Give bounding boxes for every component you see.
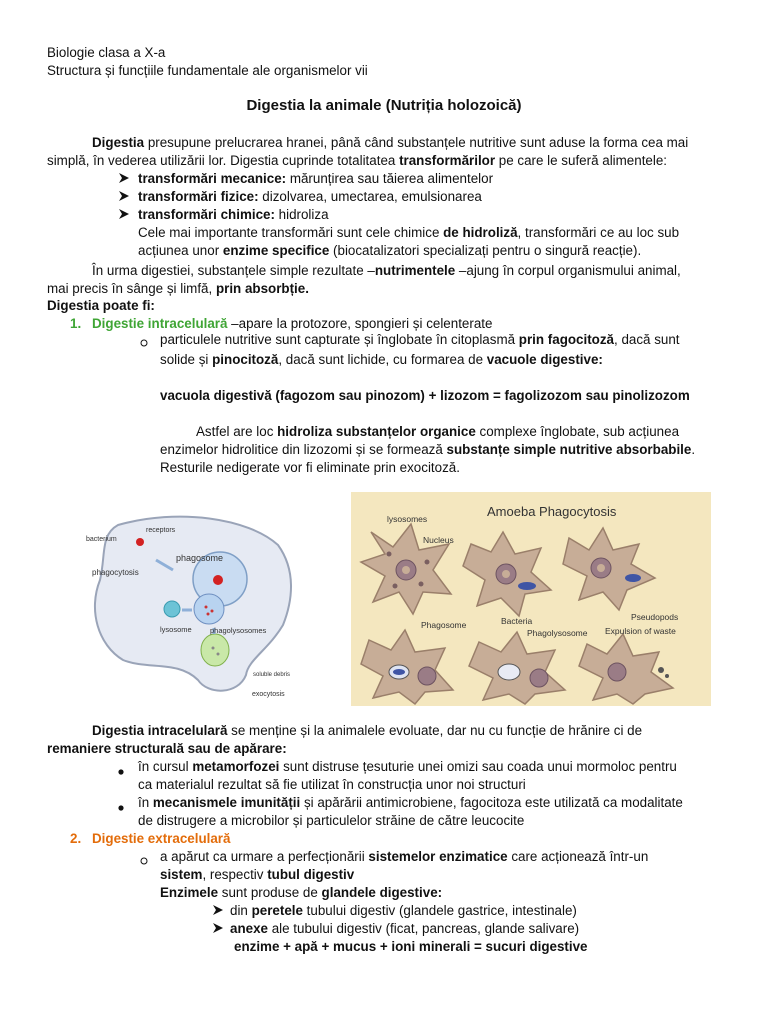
amoeba-phagocytosis-figure — [351, 492, 711, 706]
hydrolysis-line-1: Astfel are loc hidroliza substanțelor organice complexe înglobate, sub acțiunea — [196, 424, 680, 439]
chem-line-2: acțiunea unor enzime specifice (biocatalizatori specializați pentru o singură reacție). — [138, 243, 642, 258]
label-pseudopods: Pseudopods — [631, 612, 679, 622]
label-expulsion: Expulsion of waste — [605, 626, 676, 636]
arrow-bullet-icon — [118, 190, 130, 205]
arrow-bullet-icon — [212, 922, 224, 937]
header-course: Biologie clasa a X-a — [47, 45, 166, 60]
enzyme-line: Enzimele sunt produse de glandele digestive: — [160, 885, 443, 900]
nutriment-line-1: În urma digestiei, substanțele simple rezultate –nutrimentele –ajung în corpul organismului animal, — [92, 263, 681, 278]
list-item-chimice: transformări chimice: hidroliza — [138, 207, 329, 222]
gland-anexe-line: anexe ale tubului digestiv (ficat, pancreas, glande salivare) — [230, 921, 580, 936]
label-nucleus: Nucleus — [423, 535, 454, 545]
intro-line-2: simplă, în vederea utilizării lor. Digestia cuprinde totalitatea transformărilor pe care le suferă alimentele: — [47, 153, 668, 168]
list-item-fizice: transformări fizice: dizolvarea, umectarea, emulsionarea — [138, 189, 482, 204]
circle-bullet-icon — [140, 335, 148, 350]
intracell-evolved-line-1: Digestia intracelulară se menține și la animalele evoluate, dar nu cu funcție de hrănire ci de — [92, 723, 643, 738]
intro-line-1: Digestia presupune prelucrarea hranei, până când substanțele nutritive sunt aduse la forma cea mai — [92, 135, 689, 150]
label-phagolysosome: Phagolysosome — [527, 628, 588, 638]
vacuole-equation: vacuola digestivă (fagozom sau pinozom) + lizozom = fagolizozom sau pinolizozom — [160, 388, 690, 403]
label-phagosome: phagosome — [176, 553, 224, 563]
intracell-line-1: particulele nutritive sunt capturate și înglobate în citoplasmă prin fagocitoză, dacă sunt — [160, 332, 680, 347]
arrow-bullet-icon — [118, 172, 130, 187]
gland-wall-line: din peretele tubului digestiv (glandele gastrice, intestinale) — [230, 903, 577, 918]
metamorphosis-line-1: în cursul metamorfozei sunt distruse țesuturie unei omizi sau coada unui mormoloc pentru — [138, 759, 677, 774]
intracell-evolved-line-2: remaniere structurală sau de apărare: — [47, 741, 287, 756]
nutriment-line-2: mai precis în sânge și limfă, prin absorbție. — [47, 281, 309, 296]
label-lysosome: lysosome — [160, 625, 192, 634]
amoeba-figure-title: Amoeba Phagocytosis — [487, 504, 617, 519]
digestia-poate-heading: Digestia poate fi: — [47, 298, 155, 313]
hydrolysis-line-3: Resturile nedigerate vor fi eliminate prin exocitoză. — [160, 460, 460, 475]
list-item-mecanice: transformări mecanice: mărunțirea sau tăierea alimentelor — [138, 171, 494, 186]
label-receptors: receptors — [146, 527, 176, 534]
page-title: Digestia la animale (Nutriția holozoică) — [246, 97, 522, 114]
section-1-heading: Digestie intracelulară –apare la protozore, spongieri și celenterate — [92, 316, 493, 331]
immunity-line-2: de distrugere a microbilor și particulelor străine de către leucocite — [138, 813, 525, 828]
label-bacteria: Bacteria — [501, 616, 533, 626]
label-exocytosis: exocytosis — [252, 691, 285, 698]
chem-line-1: Cele mai importante transformări sunt cele chimice de hidroliză, transformări ce au loc sub — [138, 225, 680, 240]
header-chapter: Structura și funcțiile fundamentale ale organismelor vii — [47, 63, 368, 78]
circle-bullet-icon — [140, 853, 148, 868]
dot-bullet-icon — [118, 799, 124, 814]
hydrolysis-line-2: enzimelor hidrolitice din lizozomi și se formează substanțe simple nutritive absorbabile. — [160, 442, 696, 457]
phagocytosis-diagram — [78, 510, 300, 700]
digestive-juice-formula: enzime + apă + mucus + ioni minerali = sucuri digestive — [234, 939, 588, 954]
dot-bullet-icon — [118, 763, 124, 778]
label-debris: soluble debris — [253, 672, 291, 678]
label-lysosomes: lysosomes — [387, 514, 428, 524]
arrow-bullet-icon — [212, 904, 224, 919]
section-2-number: 2. — [70, 831, 82, 846]
intracell-line-2: solide și pinocitoză, dacă sunt lichide, cu formarea de vacuole digestive: — [160, 352, 603, 367]
extracell-line-1: a apărut ca urmare a perfecționării sistemelor enzimatice care acționează într-un — [160, 849, 649, 864]
label-phagocytosis: phagocytosis — [92, 568, 139, 577]
section-2-heading: Digestie extracelulară — [92, 831, 231, 846]
arrow-bullet-icon — [118, 208, 130, 223]
section-1-number: 1. — [70, 316, 82, 331]
metamorphosis-line-2: ca materialul rezultat să fie utilizat în construcția unor noi structuri — [138, 777, 526, 792]
label-phagolysosomes: phagolysosomes — [210, 626, 267, 635]
extracell-line-2: sistem, respectiv tubul digestiv — [160, 867, 355, 882]
label-phagosome-amoeba: Phagosome — [421, 620, 467, 630]
immunity-line-1: în mecanismele imunității și apărării antimicrobiene, fagocitoza este utilizată ca modalitate — [138, 795, 683, 810]
label-bacterium: bacterium — [86, 536, 117, 543]
